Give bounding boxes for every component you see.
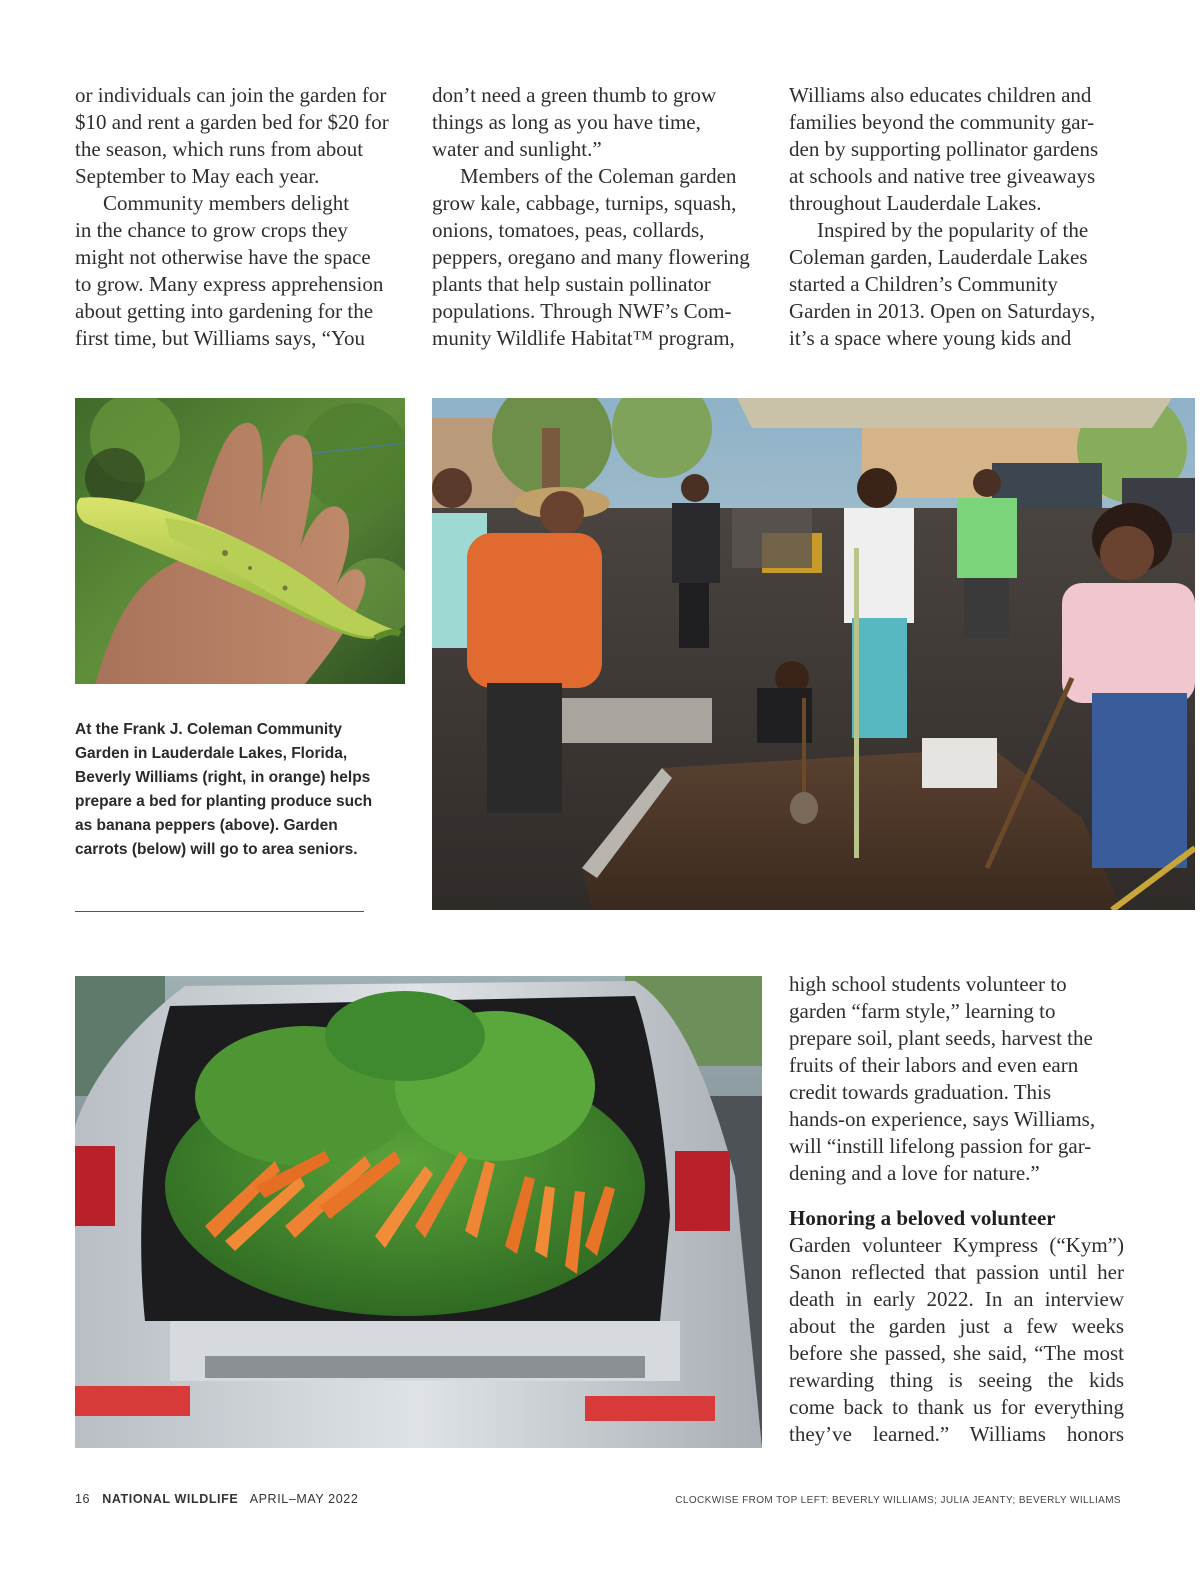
text-line: about getting into gardening for the [75, 299, 374, 323]
article-column-1 [75, 82, 410, 352]
text-line: high school students volunteer to [789, 972, 1067, 996]
article-column-2 [432, 82, 767, 352]
text-line: first time, but Williams says, “You [75, 326, 366, 350]
text-line: grow kale, cabbage, turnips, squash, [432, 191, 737, 215]
text-line: Members of the Coleman garden [460, 164, 737, 188]
text-line: or individuals can join the garden for [75, 83, 387, 107]
paragraph [789, 82, 1124, 217]
text-line: started a Children’s Community [789, 272, 1058, 296]
paragraph [432, 163, 767, 352]
paragraph [432, 82, 767, 163]
text-line: about the garden just a few weeks [789, 1314, 1124, 1338]
text-line: the season, which runs from about [75, 137, 364, 161]
text-line: Garden in 2013. Open on Saturdays, [789, 299, 1096, 323]
text-line: in the chance to grow crops they [75, 218, 348, 242]
community-garden-photo [432, 398, 1195, 910]
text-line: prepare soil, plant seeds, harvest the [789, 1026, 1093, 1050]
text-line: credit towards graduation. This [789, 1080, 1052, 1104]
text-line: throughout Lauderdale Lakes. [789, 191, 1042, 215]
page-number: 16 [75, 1492, 91, 1506]
photo-caption: At the Frank J. Coleman Community Garden in Lauderdale Lakes, Florida, Beverly Williams (right, in orange) helps prepare a bed for planting produce such as banana peppers (above). Garden carrots (below) will go to area seniors. [75, 721, 373, 858]
text-line: Williams also educates children and [789, 83, 1092, 107]
text-line: Coleman garden, Lauderdale Lakes [789, 245, 1088, 269]
text-line: to grow. Many express apprehension [75, 272, 384, 296]
text-line: den by supporting pollinator gardens [789, 137, 1099, 161]
paragraph [75, 82, 410, 190]
text-line: Inspired by the popularity of the [817, 218, 1089, 242]
issue-date: APRIL–MAY 2022 [249, 1492, 359, 1506]
carrots-trunk-photo [75, 976, 762, 1448]
text-line: populations. Through NWF’s Com- [432, 299, 732, 323]
paragraph [789, 1232, 1124, 1448]
text-line: Sanon reflected that passion until her [789, 1260, 1124, 1284]
text-line: peppers, oregano and many flowering [432, 245, 750, 269]
carrots-trunk-illustration [75, 976, 762, 1448]
text-line: things as long as you have time, [432, 110, 701, 134]
text-line: plants that help sustain pollinator [432, 272, 711, 296]
paragraph [789, 217, 1124, 352]
magazine-name: NATIONAL WILDLIFE [102, 1492, 239, 1506]
banana-peppers-illustration [75, 398, 405, 684]
text-line: it’s a space where young kids and [789, 326, 1072, 350]
text-line: Community members delight [103, 191, 350, 215]
text-line: might not otherwise have the space [75, 245, 371, 269]
text-line: come back to thank us for everything [789, 1395, 1124, 1419]
text-line: rewarding thing is seeing the kids [789, 1368, 1124, 1392]
text-line: water and sunlight.” [432, 137, 602, 161]
text-line: fruits of their labors and even earn [789, 1053, 1079, 1077]
text-line: Garden volunteer Kympress (“Kym”) [789, 1233, 1124, 1257]
text-line: death in early 2022. In an interview [789, 1287, 1124, 1311]
paragraph [75, 190, 410, 352]
text-line: before she passed, she said, “The most [789, 1341, 1124, 1365]
community-garden-illustration [432, 398, 1195, 910]
text-line: at schools and native tree giveaways [789, 164, 1096, 188]
text-line: hands-on experience, says Williams, [789, 1107, 1096, 1131]
section-subhead: Honoring a beloved volunteer [789, 1206, 1056, 1230]
page-footer [75, 1492, 358, 1506]
text-line: $10 and rent a garden bed for $20 for [75, 110, 389, 134]
paragraph [789, 971, 1124, 1187]
photo-credits: CLOCKWISE FROM TOP LEFT: BEVERLY WILLIAMS; JULIA JEANTY; BEVERLY WILLIAMS [675, 1495, 1121, 1506]
text-line: onions, tomatoes, peas, collards, [432, 218, 705, 242]
text-line: don’t need a green thumb to grow [432, 83, 717, 107]
text-line: dening and a love for nature.” [789, 1161, 1040, 1185]
text-line: garden “farm style,” learning to [789, 999, 1056, 1023]
text-line: they’ve learned.” Williams honors [789, 1422, 1124, 1446]
article-column-4 [789, 971, 1124, 1448]
caption-divider [75, 911, 364, 912]
banana-peppers-photo [75, 398, 405, 684]
text-line: September to May each year. [75, 164, 320, 188]
text-line: munity Wildlife Habitat™ program, [432, 326, 735, 350]
text-line: families beyond the community gar- [789, 110, 1095, 134]
text-line: will “instill lifelong passion for gar- [789, 1134, 1092, 1158]
article-column-3 [789, 82, 1124, 352]
